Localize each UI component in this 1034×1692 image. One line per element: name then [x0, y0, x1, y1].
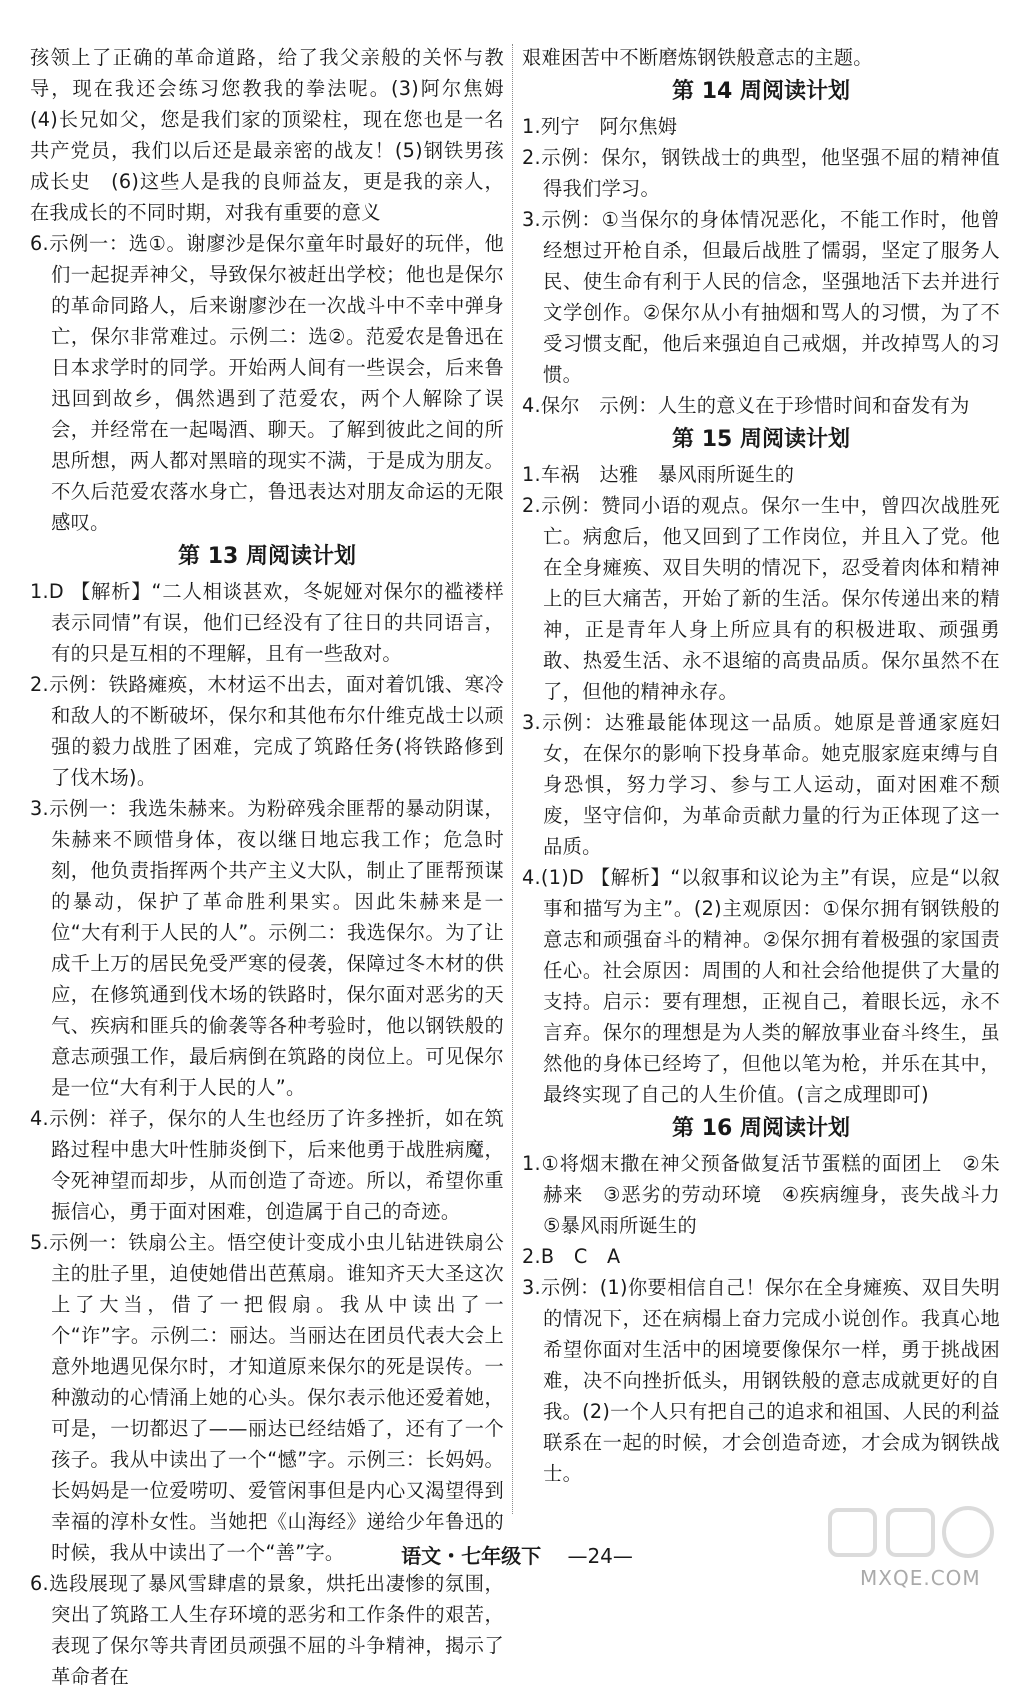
answer-paragraph: 1.①将烟末撒在神父预备做复活节蛋糕的面团上 ②朱赫来 ③恶劣的劳动环境 ④疾病缠身，丧失战斗力 ⑤暴风雨所诞生的 — [522, 1152, 1020, 1237]
footer-subject: 语文・七年级下 — [401, 1544, 542, 1568]
answer-paragraph: 4.保尔 示例：人生的意义在于珍惜时间和奋发有为 — [522, 394, 970, 417]
section-heading: 第 16 周阅读计划 — [672, 1116, 850, 1141]
section-heading: 第 14 周阅读计划 — [672, 79, 850, 104]
answer-paragraph: 5.示例一：铁扇公主。悟空使计变成小虫儿钻进铁扇公主的肚子里，迫使她借出芭蕉扇。谁知齐天大圣这次上了大当，借了一把假扇。我从中读出了一个“诈”字。示例二：丽达。当丽达在团员代表大会上意外地遇见保尔时，才知道原来保尔的死是误传。一种激动的心情涌上她的心头。保尔表示他还爱着她，可是，一切都迟了——丽达已经结婚了，还有了一个孩子。我从中读出了一个“憾”字。示例三：长妈妈。长妈妈是一位爱唠叨、爱管闲事但是内心又渴望得到幸福的淳朴女性。当她把《山海经》递给少年鲁迅的时候，我从中读出了一个“善”字。 — [30, 1231, 504, 1564]
answer-paragraph: 4.(1)D 【解析】“以叙事和议论为主”有误，应是“以叙事和描写为主”。(2)主观原因：①保尔拥有钢铁般的意志和顽强奋斗的精神。②保尔拥有着极强的家国责任心。社会原因：周围的人和社会给他提供了大量的支持。启示：要有理想，正视自己，着眼长远，永不言弃。保尔的理想是为人类的解放事业奋斗终生，虽然他的身体已经垮了，但他以笔为枪，并乐在其中，最终实现了自己的人生价值。(言之成理即可) — [522, 866, 1000, 1106]
answer-paragraph: 6.示例一：选①。谢廖沙是保尔童年时最好的玩伴，他们一起捉弄神父，导致保尔被赶出学校；他也是保尔的革命同路人，后来谢廖沙在一次战斗中不幸中弹身亡，保尔非常难过。示例二：选②。范爱农是鲁迅在日本求学时的同学。开始两人间有一些误会，后来鲁迅回到故乡，偶然遇到了范爱农，两个人解除了误会，并经常在一起喝酒、聊天。了解到彼此之间的所思所想，两人都对黑暗的现实不满，于是成为朋友。不久后范爱农落水身亡，鲁迅表达对朋友命运的无限感叹。 — [30, 232, 504, 534]
column-divider — [512, 44, 513, 1514]
answer-paragraph: 4.示例：祥子，保尔的人生也经历了许多挫折，如在筑路过程中患大叶性肺炎倒下，后来他勇于战胜病魔，令死神望而却步，从而创造了奇迹。所以，希望你重振信心，勇于面对困难，创造属于自己的奇迹。 — [30, 1107, 504, 1223]
answer-paragraph: 2.示例：铁路瘫痪，木材运不出去，面对着饥饿、寒冷和敌人的不断破坏，保尔和其他布尔什维克战士以顽强的毅力战胜了困难，完成了筑路任务(将铁路修到了伐木场)。 — [30, 673, 504, 789]
answer-paragraph: 3.示例一：我选朱赫来。为粉碎残余匪帮的暴动阴谋，朱赫来不顾惜身体，夜以继日地忘我工作；危急时刻，他负责指挥两个共产主义大队，制止了匪帮预谋的暴动，保护了革命胜利果实。因此朱赫来是一位“大有利于人民的人”。示例二：我选保尔。为了让成千上万的居民免受严寒的侵袭，保障过冬木材的供应，在修筑通到伐木场的铁路时，保尔面对恶劣的天气、疾病和匪兵的偷袭等各种考验时，他以钢铁般的意志顽强工作，最后病倒在筑路的岗位上。可见保尔是一位“大有利于人民的人”。 — [30, 797, 504, 1099]
right-column — [522, 42, 1020, 1489]
answer-paragraph: 2.示例：赞同小语的观点。保尔一生中，曾四次战胜死亡。病愈后，他又回到了工作岗位，并且入了党。他在全身瘫痪、双目失明的情况下，忍受着肉体和精神上的巨大痛苦，开始了新的生活。保尔传递出来的精神，正是青年人身上所应具有的积极进取、顽强勇敢、热爱生活、永不退缩的高贵品质。保尔虽然不在了，但他的精神永存。 — [522, 494, 1000, 703]
watermark-text: MXQE.COM — [860, 1566, 981, 1590]
section-heading: 第 15 周阅读计划 — [672, 427, 850, 452]
answer-paragraph: 1.D 【解析】“二人相谈甚欢，冬妮娅对保尔的褴褛样表示同情”有误，他们已经没有了往日的共同语言，有的只是互相的不理解，且有一些敌对。 — [30, 580, 504, 665]
answer-paragraph: 1.车祸 达雅 暴风雨所诞生的 — [522, 463, 795, 486]
answer-paragraph: 2.B C A — [522, 1245, 621, 1268]
left-column — [30, 42, 524, 1692]
answer-paragraph: 1.列宁 阿尔焦姆 — [522, 115, 678, 138]
answer-paragraph: 6.选段展现了暴风雪肆虐的景象，烘托出凄惨的氛围，突出了筑路工人生存环境的恶劣和工作条件的艰苦，表现了保尔等共青团员顽强不屈的斗争精神，揭示了革命者在 — [30, 1572, 504, 1688]
answer-paragraph: 3.示例：(1)你要相信自己！保尔在全身瘫痪、双目失明的情况下，还在病榻上奋力完成小说创作。我真心地希望你面对生活中的困境要像保尔一样，勇于挑战困难，决不向挫折低头，用钢铁般的意志成就更好的自我。(2)一个人只有把自己的追求和祖国、人民的利益联系在一起的时候，才会创造奇迹，才会成为钢铁战士。 — [522, 1276, 1000, 1485]
answer-paragraph: 3.示例：①当保尔的身体情况恶化，不能工作时，他曾经想过开枪自杀，但最后战胜了懦弱，坚定了服务人民、使生命有利于人民的信念，坚强地活下去并进行文学创作。②保尔从小有抽烟和骂人的习惯，为了不受习惯支配，他后来强迫自己戒烟，并改掉骂人的习惯。 — [522, 208, 1000, 386]
answer-paragraph: 3.示例：达雅最能体现这一品质。她原是普通家庭妇女，在保尔的影响下投身革命。她克服家庭束缚与自身恐惧，努力学习、参与工人运动，面对困难不颓废，坚守信仰，为革命贡献力量的行为正体现了这一品质。 — [522, 711, 1000, 858]
answer-paragraph: 艰难困苦中不断磨炼钢铁般意志的主题。 — [522, 46, 873, 69]
page-number: —24— — [567, 1544, 633, 1568]
answer-paragraph: 2.示例：保尔，钢铁战士的典型，他坚强不屈的精神值得我们学习。 — [522, 146, 1000, 200]
section-heading: 第 13 周阅读计划 — [178, 544, 356, 569]
answer-paragraph: 孩领上了正确的革命道路，给了我父亲般的关怀与教导，现在我还会练习您教我的拳法呢。(3)阿尔焦姆 (4)长兄如父，您是我们家的顶梁柱，现在您也是一名共产党员，我们以后还是最亲密的战友！(5)钢铁男孩成长史 (6)这些人是我的良师益友，更是我的亲人，在我成长的不同时期，对我有重要的意义 — [30, 46, 524, 224]
